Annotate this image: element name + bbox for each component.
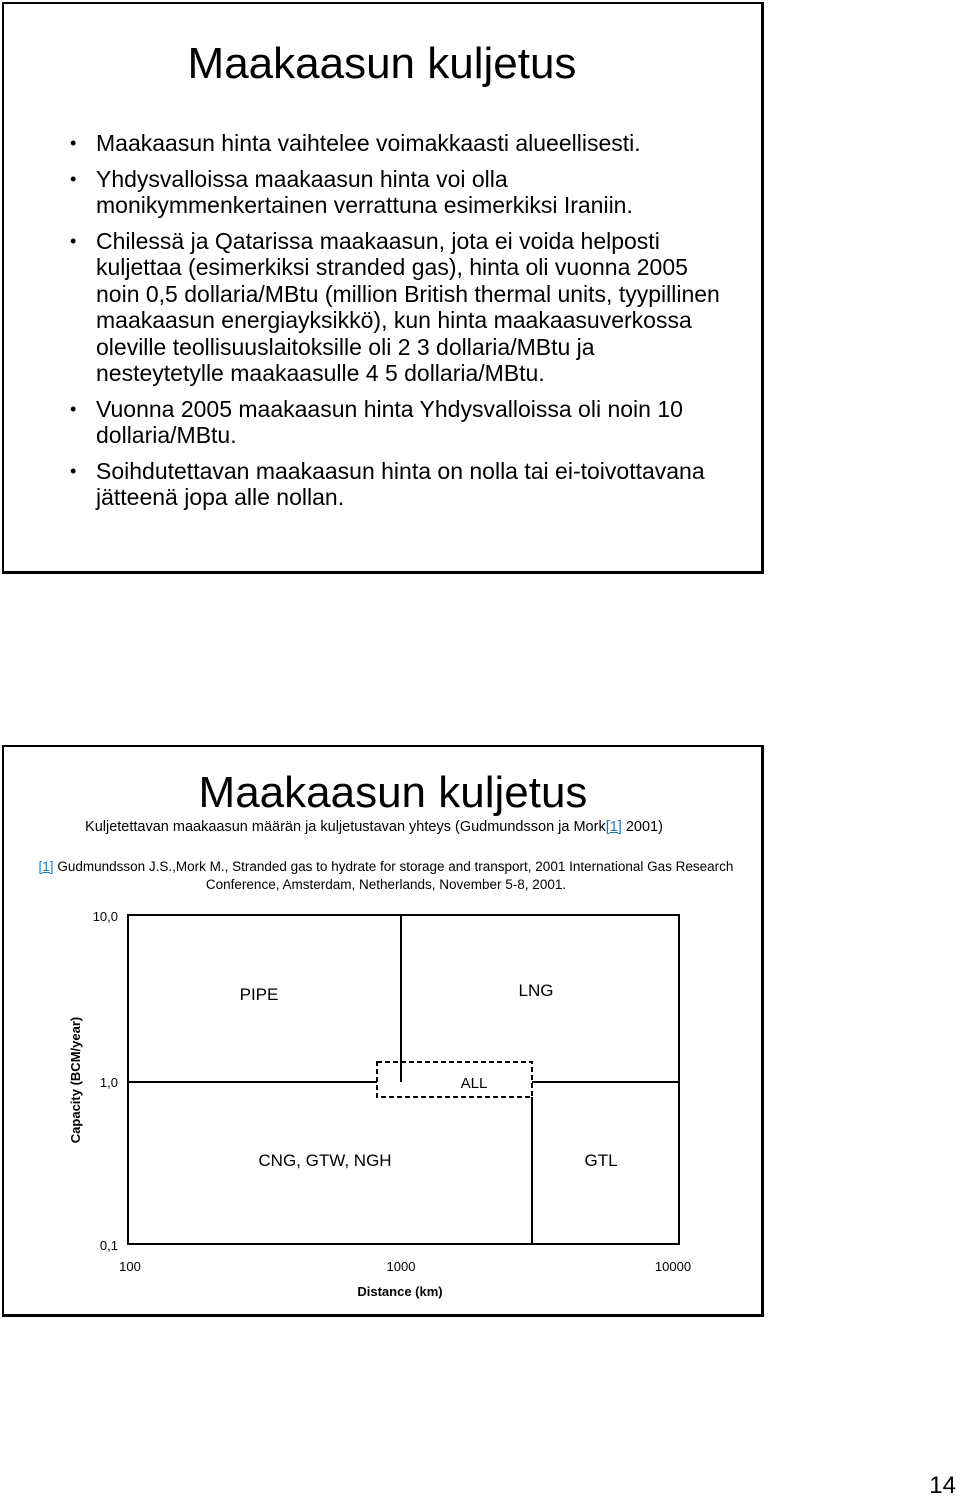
y-tick-label: 10,0 [92, 909, 118, 924]
bullet-dot-icon: • [70, 168, 77, 189]
bullet-text: Vuonna 2005 maakaasun hinta Yhdysvalloissa oli noin 10 dollaria/MBtu. [96, 395, 683, 448]
bullet-text: Chilessä ja Qatarissa maakaasun, jota ei voida helposti kuljettaa (esimerkiksi stranded gas), hinta oli vuonna 2005 noin 0,5 dollaria/MBtu (million British thermal units, tyypillinen maakaasun energiayksikkö), kun hinta maakaasuverkossa oleville teollisuuslaitoksille oli 2 3 dollaria/MBtu ja nesteytetylle maakaasulle 4 5 dollaria/MBtu. [96, 227, 720, 386]
subtitle-year: 2001) [621, 819, 663, 835]
x-tick-label: 1000 [386, 1259, 416, 1274]
region-label-pipe: PIPE [239, 985, 279, 1004]
slide-2-title: Maakaasun kuljetus [198, 768, 588, 817]
subtitle-text: Kuljetettavan maakaasun määrän ja kuljetustavan yhteys (Gudmundsson ja Mork [85, 819, 606, 835]
plot-frame [128, 915, 679, 1244]
bullet-item [68, 130, 728, 157]
bullet-item [68, 458, 728, 511]
y-tick-label: 0,1 [99, 1238, 118, 1253]
page-number: 14 [929, 1472, 956, 1499]
slide-1 [2, 2, 764, 574]
bullet-text: Soihdutettavan maakaasun hinta on nolla tai ei-toivottavana jätteenä jopa alle nollan. [96, 457, 705, 510]
reference-link[interactable]: [1] [38, 859, 54, 874]
bullet-item [68, 396, 728, 449]
bullet-list [68, 130, 728, 520]
transport-diagram [4, 747, 764, 1317]
region-label-all: ALL [460, 1075, 488, 1092]
x-tick-label: 100 [119, 1259, 141, 1274]
slide-2 [2, 745, 764, 1317]
x-tick-label: 10000 [654, 1259, 692, 1274]
reference-text: Gudmundsson J.S.,Mork M., Stranded gas to hydrate for storage and transport, 2001 International Gas Research Conference, Amsterdam, Netherlands, November 5-8, 2001. [53, 859, 734, 892]
region-label-cng: CNG, GTW, NGH [258, 1151, 392, 1170]
bullet-text: Maakaasun hinta vaihtelee voimakkaasti alueellisesti. [96, 130, 641, 156]
bullet-dot-icon: • [70, 398, 77, 419]
bullet-dot-icon: • [70, 133, 77, 153]
x-axis-label: Distance (km) [357, 1284, 443, 1299]
region-label-gtl: GTL [584, 1151, 618, 1170]
bullet-item [68, 166, 728, 219]
footnote-link[interactable]: [1] [605, 819, 622, 835]
bullet-dot-icon: • [70, 230, 77, 251]
region-label-lng: LNG [518, 981, 554, 1000]
bullet-text: Yhdysvalloissa maakaasun hinta voi olla monikymmenkertainen verrattuna esimerkiksi Iraniin. [96, 165, 633, 218]
bullet-dot-icon: • [70, 460, 77, 481]
bullet-item [68, 228, 728, 387]
y-tick-label: 1,0 [99, 1075, 118, 1090]
y-axis-label: Capacity (BCM/year) [68, 1016, 83, 1144]
slide-1-title: Maakaasun kuljetus [187, 39, 577, 88]
